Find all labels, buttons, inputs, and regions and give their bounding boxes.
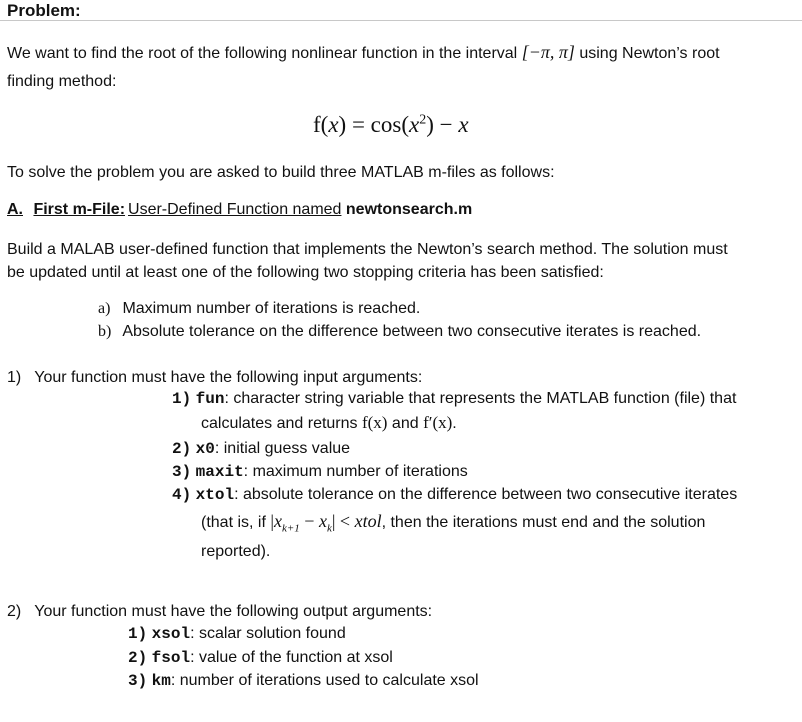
output-item-km: 3) km: number of iterations used to calculate xsol xyxy=(128,672,479,690)
build-line-1: Build a MALAB user-defined function that implements the Newton’s search method. The solution must xyxy=(7,241,728,258)
intro-before: We want to find the root of the following nonlinear function in the interval xyxy=(7,45,518,62)
outputs-heading: 2) Your function must have the following output arguments: xyxy=(7,603,433,620)
task-text: To solve the problem you are asked to build three MATLAB m-files as follows: xyxy=(7,164,555,181)
intro-after: using Newton’s root xyxy=(579,45,720,62)
criterion-b: b) Absolute tolerance on the difference between two consecutive iterates is reached. xyxy=(98,323,702,340)
input-item-fun: 1) fun: character string variable that represents the MATLAB function (file) that xyxy=(172,390,737,408)
input-item-x0: 2) x0: initial guess value xyxy=(172,440,351,458)
problem-title: Problem: xyxy=(7,1,81,20)
title-divider xyxy=(0,20,802,21)
section-a-marker: A. xyxy=(7,201,23,218)
section-a-heading xyxy=(7,201,472,219)
criterion-a: a) Maximum number of iterations is reached. xyxy=(98,300,421,317)
xtol-condition: (that is, if $|x_{k+1} - x_k|$ < xtol, then the iterations must end and the solution xyxy=(201,511,706,535)
interval: [−π, π] xyxy=(521,42,575,62)
output-item-fsol: 2) fsol: value of the function at xsol xyxy=(128,649,393,667)
xtol-abs-diff: $|x_{k+1} - x_k|$ < xtol xyxy=(270,511,382,535)
intro-line-2: finding method: xyxy=(7,73,117,90)
intro-line-1 xyxy=(7,42,720,63)
section-a-label: First m-File: xyxy=(33,201,126,218)
section-a-rest: User-Defined Function named xyxy=(128,201,342,218)
formula: $f(x) = \cos(x^2) - x$ xyxy=(313,112,469,137)
input-item-maxit: 3) maxit: maximum number of iterations xyxy=(172,463,468,481)
build-line-2: be updated until at least one of the following two stopping criteria has been satisfied: xyxy=(7,264,604,281)
input-item-fun-cont: calculates and returns f(x) and f′(x). xyxy=(201,413,457,432)
xtol-condition-cont: reported). xyxy=(201,543,271,560)
section-a-filename: newtonsearch.m xyxy=(345,201,473,218)
inputs-heading: 1) Your function must have the following input arguments: xyxy=(7,369,423,386)
input-item-xtol: 4) xtol: absolute tolerance on the difference between two consecutive iterates xyxy=(172,486,738,504)
output-item-xsol: 1) xsol: scalar solution found xyxy=(128,625,346,643)
